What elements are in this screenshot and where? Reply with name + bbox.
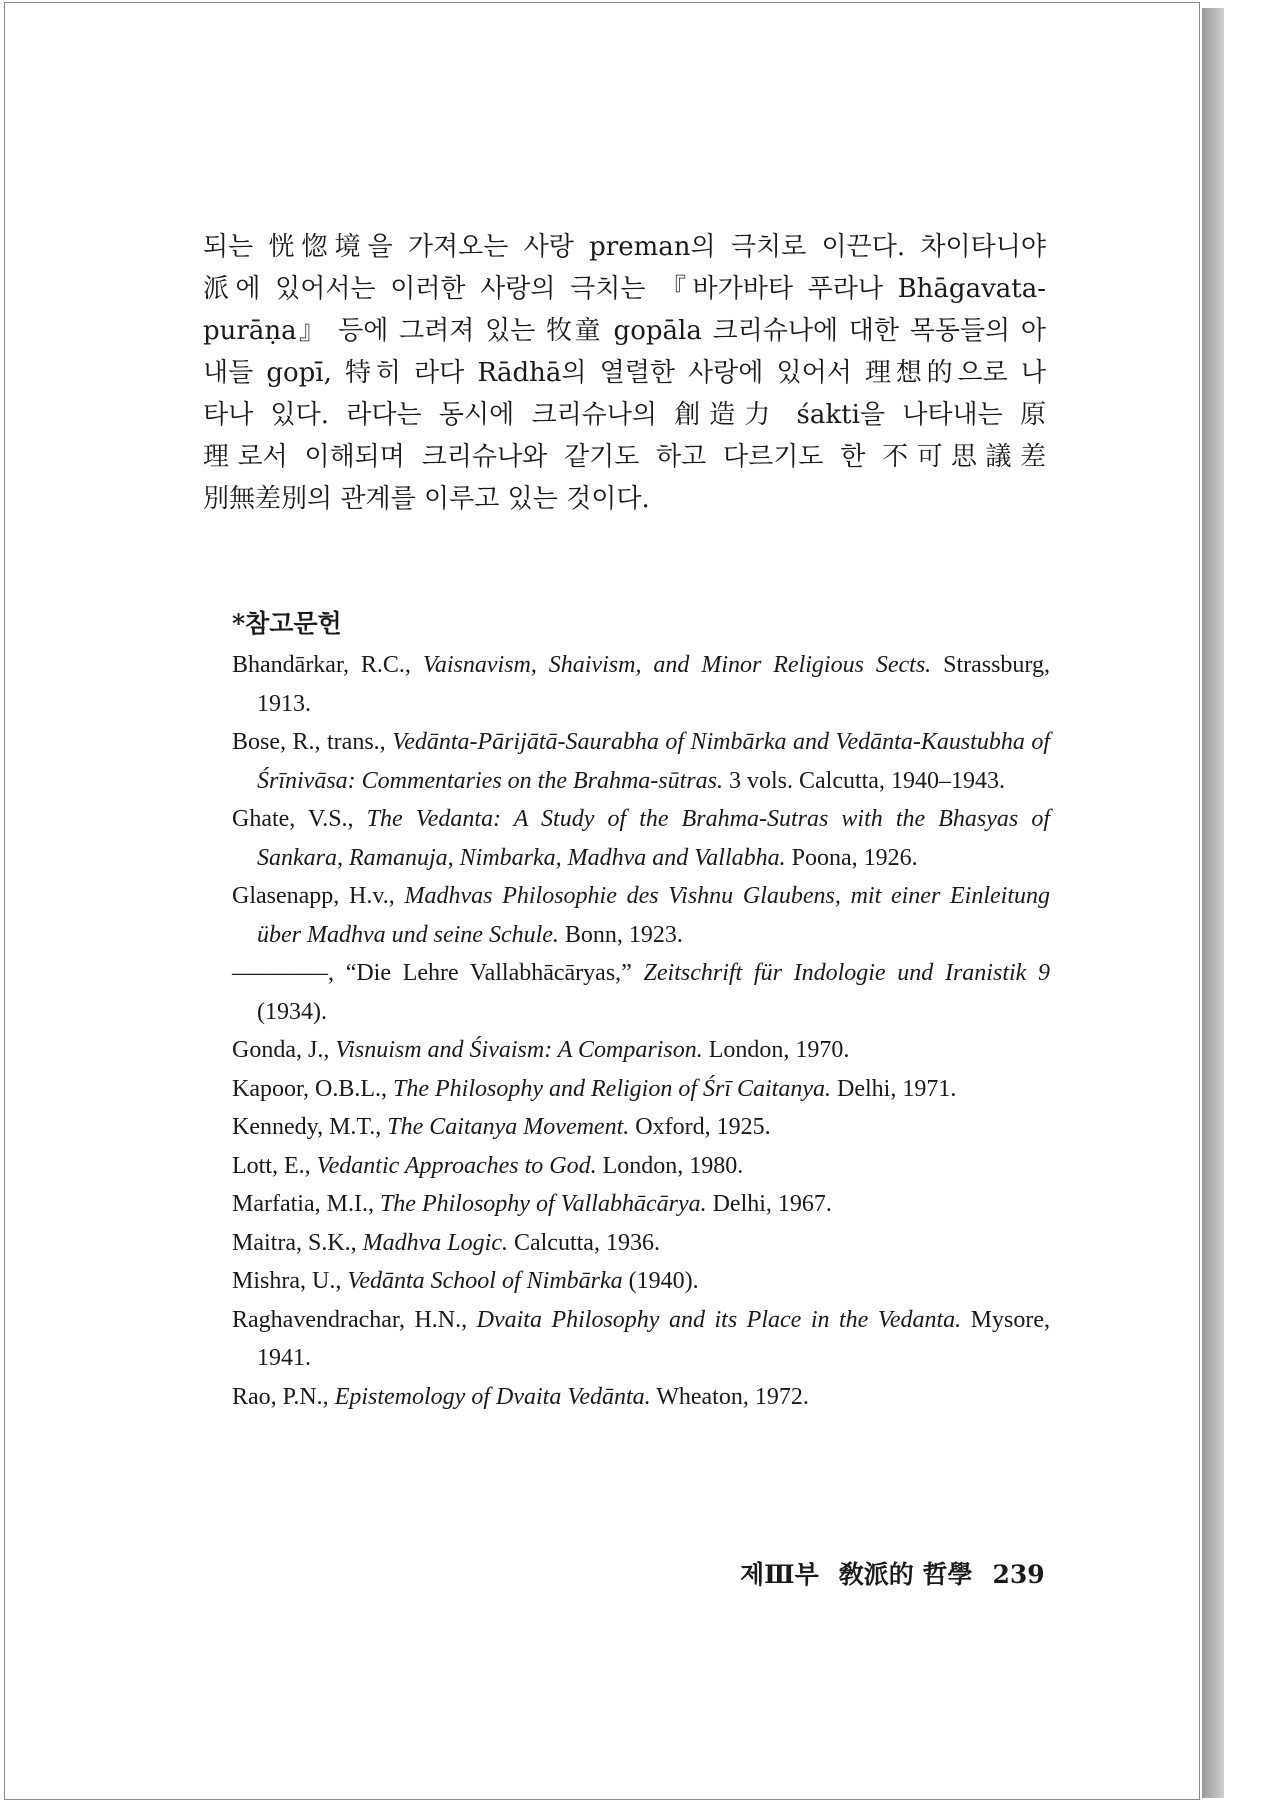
ref-rest: London, 1970. — [708, 1037, 850, 1063]
ref-rest: (1934). — [257, 998, 327, 1025]
reference-entry — [232, 1378, 1050, 1417]
ref-title: The Philosophy of Vallabhācārya. — [379, 1191, 707, 1217]
ref-title: Zeitschrift für Indologie und Iranistik 9 — [643, 960, 1051, 986]
footer-part: 제Ⅲ부 — [740, 1560, 819, 1589]
ref-author: Bose, R., trans., — [232, 729, 386, 755]
ref-rest: Wheaton, 1972. — [656, 1383, 809, 1410]
ref-title: Epistemology of Dvaita Vedānta. — [334, 1383, 651, 1410]
reference-entry — [232, 1147, 1050, 1186]
ref-title: Vaisnavism, Shaivism, and Minor Religious Sects. — [422, 652, 932, 678]
reference-entry — [232, 800, 1050, 877]
body-paragraph — [203, 226, 1046, 520]
ref-title: Vedānta-Pārijātā-Saurabha of Nimbārka and Vedānta-Kaustubha of Śrīnivāsa: Commentaries on the Brahma-sūtras. — [257, 729, 1051, 794]
reference-entry — [232, 954, 1050, 1031]
ref-author: Ghate, V.S., — [232, 806, 354, 832]
ref-author: Gonda, J., — [232, 1037, 330, 1063]
body-line: 타나 있다. 라다는 동시에 크리슈나의 創造力 śakti을 나타내는 原 — [203, 400, 1046, 430]
reference-entry — [232, 877, 1050, 954]
ref-rest: Delhi, 1967. — [712, 1191, 832, 1217]
reference-entry — [232, 1031, 1050, 1070]
ref-rest: Delhi, 1971. — [837, 1075, 957, 1102]
references-heading: *참고문헌 — [232, 609, 342, 638]
ref-rest: London, 1980. — [602, 1152, 744, 1179]
ref-author: Kennedy, M.T., — [232, 1114, 382, 1140]
ref-author: Marfatia, M.I., — [232, 1191, 374, 1217]
ref-title: Dvaita Philosophy and its Place in the Vedanta. — [476, 1306, 962, 1333]
ref-title: Vedantic Approaches to God. — [316, 1152, 597, 1179]
ref-author: Kapoor, O.B.L., — [232, 1075, 388, 1102]
ref-author: Mishra, U., — [232, 1268, 342, 1294]
reference-entry — [232, 1262, 1050, 1301]
page-footer — [740, 1555, 1065, 1591]
ref-title: Visnuism and Śivaism: A Comparison. — [335, 1037, 703, 1063]
body-line: 내들 gopī, 特히 라다 Rādhā의 열렬한 사랑에 있어서 理想的으로 나 — [203, 358, 1046, 388]
ref-title: The Caitanya Movement. — [387, 1114, 630, 1140]
page-edge-shadow — [1202, 8, 1224, 1798]
ref-title: Vedānta School of Nimbārka — [347, 1268, 623, 1294]
ref-rest: Oxford, 1925. — [635, 1114, 771, 1140]
ref-author: Rao, P.N., — [232, 1383, 329, 1410]
reference-entry — [232, 723, 1050, 800]
reference-entry — [232, 1070, 1050, 1109]
references-list — [232, 646, 1050, 1416]
ref-title: Madhvas Philosophie des Vishnu Glaubens, mit einer Einleitung über Madhva und seine Schule. — [257, 883, 1050, 948]
reference-entry — [232, 1301, 1050, 1378]
reference-entry — [232, 1185, 1050, 1224]
ref-rest: Poona, 1926. — [791, 844, 918, 871]
ref-rest: Calcutta, 1936. — [513, 1229, 660, 1256]
ref-author: Lott, E., — [232, 1152, 311, 1179]
page-number: 239 — [992, 1560, 1045, 1589]
ref-author: ————, “Die Lehre Vallabhācāryas,” — [232, 960, 632, 986]
ref-author: Glasenapp, H.v., — [232, 883, 395, 909]
ref-rest: (1940). — [628, 1268, 699, 1294]
ref-title: The Philosophy and Religion of Śrī Caitanya. — [393, 1075, 831, 1102]
body-line: 理로서 이해되며 크리슈나와 같기도 하고 다르기도 한 不可思議差 — [203, 442, 1046, 472]
body-line: purāṇa』 등에 그려져 있는 牧童 gopāla 크리슈나에 대한 목동들의 아 — [203, 316, 1046, 346]
reference-entry — [232, 646, 1050, 723]
body-line: 別無差別의 관계를 이루고 있는 것이다. — [203, 484, 650, 514]
ref-author: Raghavendrachar, H.N., — [232, 1306, 468, 1333]
reference-entry — [232, 1224, 1050, 1263]
ref-author: Bhandārkar, R.C., — [232, 652, 411, 678]
ref-rest: 3 vols. Calcutta, 1940–1943. — [728, 767, 1005, 794]
ref-author: Maitra, S.K., — [232, 1229, 357, 1256]
reference-entry — [232, 1108, 1050, 1147]
body-line: 되는 恍惚境을 가져오는 사랑 preman의 극치로 이끈다. 차이타니야 — [203, 232, 1046, 262]
ref-title: The Vedanta: A Study of the Brahma-Sutras with the Bhasyas of Sankara, Ramanuja, Nimbarka, Madhva and Vallabha. — [257, 806, 1050, 871]
ref-rest: Mysore, 1941. — [257, 1306, 1050, 1371]
ref-title: Madhva Logic. — [362, 1229, 508, 1256]
ref-rest: Bonn, 1923. — [564, 921, 683, 948]
footer-section: 敎派的 哲學 — [838, 1560, 973, 1589]
ref-rest: Strassburg, 1913. — [257, 652, 1050, 717]
body-line: 派에 있어서는 이러한 사랑의 극치는 『바가바타 푸라나 Bhāgavata- — [203, 274, 1046, 304]
